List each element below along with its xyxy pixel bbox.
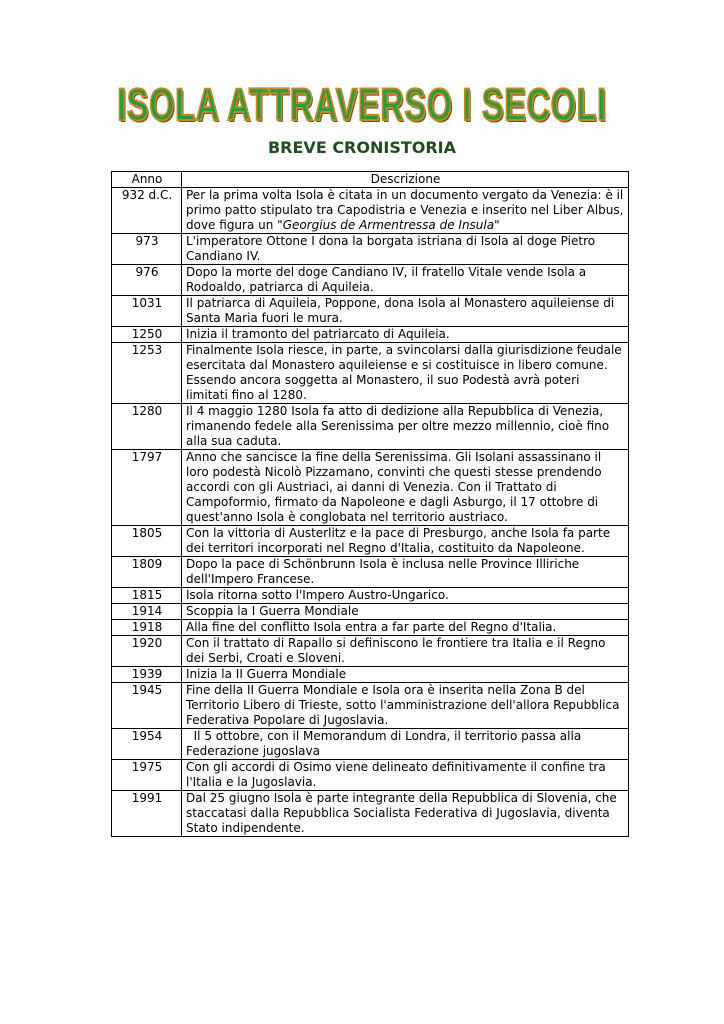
- table-row: [112, 636, 629, 667]
- row-description: Con il trattato di Rapallo si definiscono le frontiere tra Italia e il Regno dei Serbi, Croati e Sloveni.: [182, 636, 629, 667]
- row-year: 1815: [112, 588, 182, 604]
- row-year: 1253: [112, 343, 182, 404]
- header-description: Descrizione: [182, 172, 629, 188]
- row-description: Dopo la morte del doge Candiano IV, il fratello Vitale vende Isola a Rodoaldo, patriarca di Aquileia.: [182, 265, 629, 296]
- table-row: [112, 729, 629, 760]
- chronology-table: [111, 171, 629, 837]
- title-container: [0, 79, 724, 130]
- row-description: L'imperatore Ottone I dona la borgata istriana di Isola al doge Pietro Candiano IV.: [182, 234, 629, 265]
- row-year: 1975: [112, 760, 182, 791]
- table-row: [112, 234, 629, 265]
- table-row: [112, 604, 629, 620]
- table-header-row: [112, 172, 629, 188]
- row-description: Anno che sancisce la fine della Serenissima. Gli Isolani assassinano il loro podestà Nicolò Pizzamano, convinti che questi stesse prendendo accordi con gli Austriaci, ai danni di Venezia. Con il Trattato di Campoformio, firmato da Napoleone e dagli Asburgo, il 17 ottobre di quest'anno Isola è conglobata nel territorio austriaco.: [182, 450, 629, 526]
- row-description: Dopo la pace di Schönbrunn Isola è inclusa nelle Province Illiriche dell'Impero Francese.: [182, 557, 629, 588]
- table-row: [112, 188, 629, 234]
- table-row: [112, 760, 629, 791]
- row-description-quote: "Georgius de Armentressa de Insula": [277, 218, 500, 232]
- table-row: [112, 265, 629, 296]
- row-year: 1991: [112, 791, 182, 837]
- row-year: 1954: [112, 729, 182, 760]
- row-year: 1031: [112, 296, 182, 327]
- header-year: Anno: [112, 172, 182, 188]
- table-row: [112, 343, 629, 404]
- row-description: Inizia il tramonto del patriarcato di Aquileia.: [182, 327, 629, 343]
- table-row: [112, 404, 629, 450]
- row-year: 1797: [112, 450, 182, 526]
- row-year: 1280: [112, 404, 182, 450]
- table-row: [112, 588, 629, 604]
- row-year: 1805: [112, 526, 182, 557]
- row-description: Con gli accordi di Osimo viene delineato definitivamente il confine tra l'Italia e la Jugoslavia.: [182, 760, 629, 791]
- row-year: 1914: [112, 604, 182, 620]
- row-year: 976: [112, 265, 182, 296]
- row-description: Inizia la II Guerra Mondiale: [182, 667, 629, 683]
- table-row: [112, 683, 629, 729]
- row-year: 1809: [112, 557, 182, 588]
- table-row: [112, 557, 629, 588]
- row-description: Fine della II Guerra Mondiale e Isola ora è inserita nella Zona B del Territorio Libero di Trieste, sotto l'amministrazione dell'allora Repubblica Federativa Popolare di Jugoslavia.: [182, 683, 629, 729]
- table-row: [112, 526, 629, 557]
- row-description: Il 4 maggio 1280 Isola fa atto di dedizione alla Repubblica di Venezia, rimanendo fedele alla Serenissima per oltre mezzo millennio, cioè fino alla sua caduta.: [182, 404, 629, 450]
- table-row: [112, 791, 629, 837]
- page-title: ISOLA ATTRAVERSO I SECOLI: [117, 79, 607, 130]
- table-row: [112, 667, 629, 683]
- row-description: Scoppia la I Guerra Mondiale: [182, 604, 629, 620]
- row-description: Finalmente Isola riesce, in parte, a svincolarsi dalla giurisdizione feudale esercitata dal Monastero aquileiense e si costituisce in libero comune. Essendo ancora soggetta al Monastero, il suo Podestà avrà poteri limitati fino al 1280.: [182, 343, 629, 404]
- table-row: [112, 327, 629, 343]
- row-year: 973: [112, 234, 182, 265]
- table-row: [112, 620, 629, 636]
- row-year: 1920: [112, 636, 182, 667]
- row-description: Isola ritorna sotto l'Impero Austro-Ungarico.: [182, 588, 629, 604]
- table-row: [112, 450, 629, 526]
- row-year: 1250: [112, 327, 182, 343]
- table-row: [112, 296, 629, 327]
- page-subtitle: BREVE CRONISTORIA: [267, 138, 457, 157]
- row-description: [182, 188, 629, 234]
- row-year: 1918: [112, 620, 182, 636]
- row-description: Dal 25 giugno Isola è parte integrante della Repubblica di Slovenia, che staccatasi dalla Repubblica Socialista Federativa di Jugoslavia, diventa Stato indipendente.: [182, 791, 629, 837]
- row-description: Il patriarca di Aquileia, Poppone, dona Isola al Monastero aquileiense di Santa Maria fuori le mura.: [182, 296, 629, 327]
- row-description: Alla fine del conflitto Isola entra a far parte del Regno d'Italia.: [182, 620, 629, 636]
- row-year: 1945: [112, 683, 182, 729]
- row-description-text: Per la prima volta Isola è citata in un documento vergato da Venezia: è il primo patto stipulato tra Capodistria e Venezia e inserito nel Liber Albus, dove figura un: [186, 188, 624, 232]
- row-year: 1939: [112, 667, 182, 683]
- row-description: Il 5 ottobre, con il Memorandum di Londra, il territorio passa alla Federazione jugoslava: [182, 729, 629, 760]
- row-year: 932 d.C.: [112, 188, 182, 234]
- row-description: Con la vittoria di Austerlitz e la pace di Presburgo, anche Isola fa parte dei territori incorporati nel Regno d'Italia, costituito da Napoleone.: [182, 526, 629, 557]
